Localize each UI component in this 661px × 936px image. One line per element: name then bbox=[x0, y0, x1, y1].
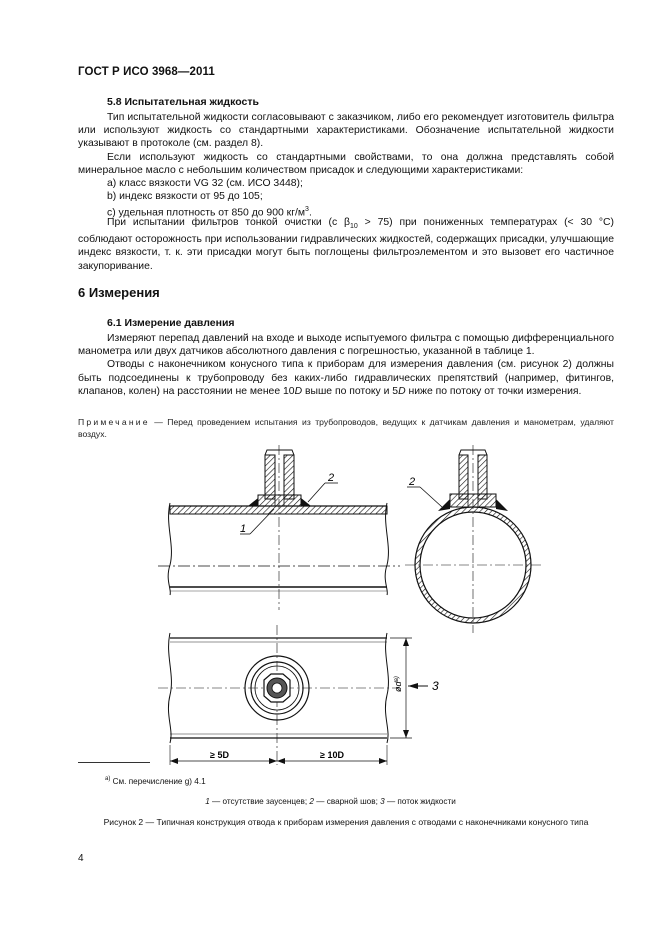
paragraph: Отводы с наконечником конусного типа к приборам для измерения давления (см. рисунок 2) должны быть подсоединены к трубопроводу без каких-либо гидравлических препятствий (например, фитингов, клапанов, колен) на расстоянии не менее 10D выше по потоку и 5D ниже по потоку от точки измерения. bbox=[78, 359, 614, 397]
list-item: c) удельная плотность от 850 до 900 $кг/м^3$. bbox=[107, 206, 312, 219]
note-label: Примечание bbox=[78, 417, 150, 427]
dimension-10d: ≥ 10D bbox=[320, 750, 344, 760]
section-6-title: 6 Измерения bbox=[78, 285, 160, 300]
page-number: 4 bbox=[78, 853, 84, 864]
dimension-5d: ≥ 5D bbox=[210, 750, 229, 760]
footnote: $^{a)}$ См. перечисление g) 4.1 bbox=[105, 776, 206, 786]
pipe-side-view bbox=[158, 445, 400, 610]
label-3: 3 bbox=[432, 679, 439, 693]
pipe-top-view bbox=[158, 625, 428, 765]
label-1: 1 bbox=[240, 523, 247, 535]
section-5-8-body bbox=[78, 111, 614, 177]
characteristics-list bbox=[107, 177, 312, 220]
pipe-cross-section bbox=[405, 445, 542, 633]
label-2: 2 bbox=[328, 472, 335, 484]
paragraph: Если используют жидкость со стандартными свойствами, то она должна представлять собой минеральное масло с небольшим количеством присадок и следующими характеристиками: bbox=[78, 151, 614, 176]
section-6-1-title: 6.1 Измерение давления bbox=[107, 317, 235, 329]
figure-pressure-tap bbox=[150, 445, 550, 770]
footnote-rule bbox=[78, 762, 150, 763]
paragraph: Измеряют перепад давлений на входе и выходе испытуемого фильтра с помощью дифференциального манометра или двух датчиков абсолютного давления с погрешностью, указанной в таблице 1. bbox=[78, 333, 614, 358]
note: Примечание — Перед проведением испытания из трубопроводов, ведущих к датчикам давления и манометрам, удаляют воздух. bbox=[78, 417, 614, 439]
label-2: 2 bbox=[409, 476, 416, 488]
section-6-1-body bbox=[78, 332, 614, 398]
list-item: a) класс вязкости VG 32 (см. ИСО 3448); bbox=[107, 178, 303, 189]
section-5-8-title: 5.8 Испытательная жидкость bbox=[107, 96, 259, 108]
list-item: b) индекс вязкости от 95 до 105; bbox=[107, 191, 263, 203]
figure-legend: 1 — отсутствие заусенцев; 2 — сварной шов; 3 — поток жидкости bbox=[205, 797, 456, 806]
paragraph: Тип испытательной жидкости согласовывают с заказчиком, либо его рекомендует изготовитель фильтра или используют жидкость со стандартными характеристиками. Обозначение испытательной жидкости указывают в протоколе (см. раздел 8). bbox=[78, 112, 614, 150]
document-header: ГОСТ Р ИСО 3968—2011 bbox=[78, 66, 215, 78]
section-5-8-note-paragraph: При испытании фильтров тонкой очистки (с $\beta_{10} > 75$) при пониженных температурах (< 30 °С) соблюдают осторожность при использовании гидравлических жидкостей, содержащих присадки, улучшающие индекс вязкости, т. к. эти присадки могут быть поглощены фильтроэлементом и это вызовет его частичное закупоривание. bbox=[78, 217, 615, 272]
figure-caption: Рисунок 2 — Типичная конструкция отвода к приборам измерения давления с отводами с наконечниками конусного типа bbox=[103, 817, 589, 827]
dimension-diameter: $ød^{a)}$ bbox=[393, 676, 403, 692]
